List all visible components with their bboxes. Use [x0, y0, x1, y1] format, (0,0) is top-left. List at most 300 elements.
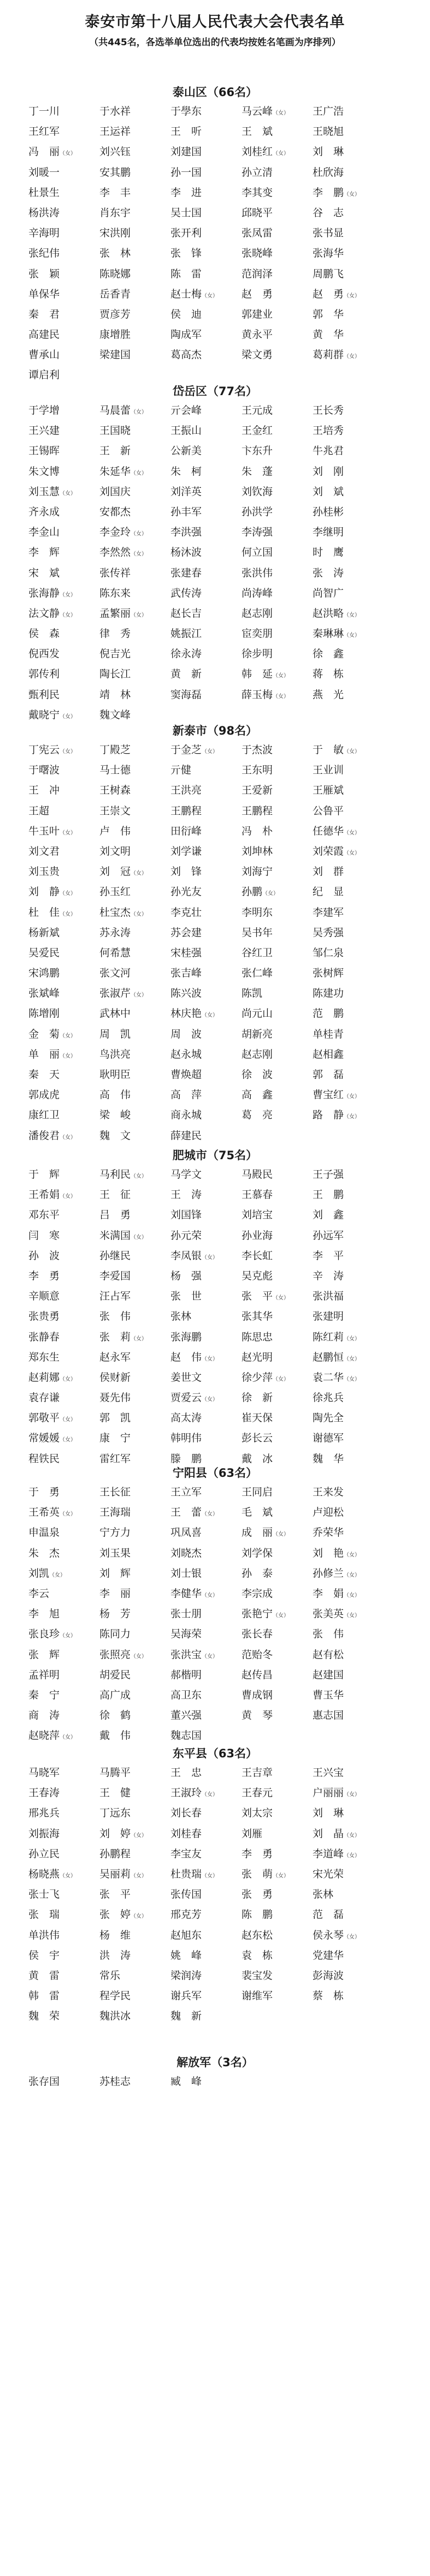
delegate-name: 马云峰（女）	[241, 105, 290, 117]
delegate-name: 王运祥	[99, 126, 131, 138]
delegate-name: 梁 峻	[99, 1109, 131, 1122]
delegate-name: 曹成钢	[241, 1689, 273, 1701]
delegate-name: 吴丽莉（女）	[99, 1868, 148, 1880]
delegate-name: 彭海波	[313, 1969, 344, 1982]
delegate-name: 王立军	[170, 1486, 202, 1498]
delegate-name: 杨新斌	[28, 926, 60, 939]
delegate-name: 程铁民	[28, 1452, 60, 1465]
delegate-name: 张开利	[170, 227, 202, 240]
delegate-name: 刘雁	[241, 1827, 263, 1840]
delegate-name: 曹宝红（女）	[313, 1089, 361, 1101]
delegate-name: 路 静（女）	[313, 1109, 361, 1122]
delegate-name: 张建春	[170, 567, 202, 579]
delegate-name: 葛高杰	[170, 349, 202, 361]
delegate-name: 苏会建	[170, 926, 202, 939]
delegate-name: 董兴强	[170, 1709, 202, 1722]
delegate-name: 赵光明	[241, 1351, 273, 1363]
delegate-name: 孙修兰（女）	[313, 1567, 361, 1579]
delegate-name: 刘玉贵	[28, 866, 60, 878]
delegate-name: 刘文君	[28, 845, 60, 857]
delegate-name: 张凤雷	[241, 227, 273, 240]
delegate-name: 吴克彪	[241, 1269, 273, 1282]
delegate-name: 王慕春	[241, 1189, 273, 1201]
delegate-name: 邹仁泉	[313, 946, 344, 959]
delegate-name: 徐兆兵	[313, 1392, 344, 1404]
delegate-name: 赵莉娜（女）	[28, 1371, 76, 1384]
delegate-name: 秦 宁	[28, 1689, 60, 1701]
delegate-name: 张长春	[241, 1628, 273, 1641]
delegate-name: 吴爱民	[28, 946, 60, 959]
delegate-name: 谢维军	[241, 1990, 273, 2002]
delegate-name: 卢 伟	[99, 825, 131, 837]
delegate-name: 韩 雷	[28, 1990, 60, 2002]
delegate-name: 李 娟（女）	[313, 1587, 361, 1600]
name-grid	[0, 740, 430, 1146]
delegate-name: 张纪伟	[28, 247, 60, 260]
delegate-name: 马士德	[99, 764, 131, 777]
delegate-name: 赵永军	[99, 1351, 131, 1363]
delegate-name: 张斌峰	[28, 987, 60, 1000]
section-ningyang	[0, 1464, 430, 1746]
delegate-name: 田衍峰	[170, 825, 202, 837]
delegate-name: 魏志国	[170, 1730, 202, 1742]
delegate-name: 张 婷（女）	[99, 1909, 148, 1921]
delegate-name: 王长秀	[313, 404, 344, 416]
delegate-name: 刘洋英	[170, 485, 202, 498]
delegate-name: 高建民	[28, 329, 60, 341]
delegate-name: 李金玲（女）	[99, 526, 148, 539]
delegate-name: 王海瑞	[99, 1506, 131, 1519]
delegate-name: 梁文勇	[241, 349, 273, 361]
delegate-name: 魏洪冰	[99, 2010, 131, 2023]
delegate-name: 亓会峰	[170, 404, 202, 416]
delegate-name: 陈 鹏	[241, 1909, 273, 1921]
delegate-name: 郑东生	[28, 1351, 60, 1363]
delegate-name: 杨 芳	[99, 1608, 131, 1620]
name-grid	[0, 1482, 430, 1746]
delegate-name: 张士朋	[170, 1608, 202, 1620]
delegate-name: 王 听	[170, 126, 202, 138]
delegate-name: 孙元荣	[170, 1229, 202, 1242]
delegate-name: 刘学谦	[170, 845, 202, 857]
delegate-name: 王 健	[99, 1787, 131, 1799]
delegate-name: 刘太宗	[241, 1807, 273, 1820]
delegate-name: 李 丰	[99, 186, 131, 199]
delegate-name: 赵晓萍（女）	[28, 1730, 76, 1742]
delegate-name: 崔天保	[241, 1412, 273, 1424]
delegate-name: 张海鹏	[170, 1331, 202, 1343]
delegate-name: 杜 佳（女）	[28, 906, 76, 919]
delegate-name: 汪占军	[99, 1290, 131, 1303]
delegate-name: 辛 涛	[313, 1269, 344, 1282]
delegate-name: 李金山	[28, 526, 60, 539]
delegate-name: 宋桂强	[170, 946, 202, 959]
delegate-name: 米满国（女）	[99, 1229, 148, 1242]
delegate-name: 陈兴波	[170, 987, 202, 1000]
delegate-name: 宋洪刚	[99, 227, 131, 240]
delegate-name: 王国晓	[99, 425, 131, 437]
delegate-name: 张 林	[99, 247, 131, 260]
delegate-name: 张其华	[241, 1310, 273, 1323]
delegate-name: 孙 波	[28, 1249, 60, 1262]
delegate-name: 李凤银（女）	[170, 1249, 219, 1262]
section-title: 岱岳区（77名）	[172, 385, 258, 398]
delegate-name: 曹玉华	[313, 1689, 344, 1701]
delegate-name: 徐永涛	[170, 648, 202, 660]
delegate-name: 任德华（女）	[313, 825, 361, 837]
delegate-name: 何立国	[241, 546, 273, 559]
delegate-name: 杜宝杰（女）	[99, 906, 148, 919]
delegate-name: 贾爱云（女）	[170, 1392, 219, 1404]
delegate-name: 潘俊君（女）	[28, 1129, 76, 1142]
delegate-name: 岳香青	[99, 288, 131, 300]
delegate-name: 李长虹	[241, 1249, 273, 1262]
delegate-name: 刘 艳（女）	[313, 1547, 361, 1559]
delegate-name: 杨 强	[170, 1269, 202, 1282]
delegate-name: 滕 鹏	[170, 1452, 202, 1465]
delegate-name: 杜景生	[28, 186, 60, 199]
delegate-name: 秦 天	[28, 1069, 60, 1081]
delegate-name: 刘 冠（女）	[99, 866, 148, 878]
delegate-name: 刘学保	[241, 1547, 273, 1559]
delegate-name: 巩凤喜	[170, 1526, 202, 1539]
delegate-name: 金 菊（女）	[28, 1028, 76, 1040]
delegate-name: 苏永涛	[99, 926, 131, 939]
delegate-name: 谷红卫	[241, 946, 273, 959]
delegate-name: 朱延华（女）	[99, 465, 148, 478]
delegate-name: 窦海磊	[170, 688, 202, 701]
delegate-name: 党建华	[313, 1949, 344, 1961]
delegate-name: 王春涛	[28, 1787, 60, 1799]
delegate-name: 臧 峰	[170, 2076, 202, 2088]
delegate-name: 常乐	[99, 1969, 121, 1982]
delegate-name: 张传祥	[99, 567, 131, 579]
delegate-name: 裴宝发	[241, 1969, 273, 1982]
delegate-name: 宦奕朋	[241, 628, 273, 640]
delegate-name: 聂先伟	[99, 1392, 131, 1404]
delegate-name: 侯财新	[99, 1371, 131, 1384]
delegate-name: 刘 斌	[313, 485, 344, 498]
delegate-name: 王子强	[313, 1168, 344, 1180]
delegate-name: 马利民（女）	[99, 1168, 148, 1180]
delegate-name: 孙鹏程	[99, 1847, 131, 1860]
delegate-name: 于學东	[170, 105, 202, 117]
delegate-name: 王振山	[170, 425, 202, 437]
delegate-name: 张照亮（女）	[99, 1648, 148, 1661]
delegate-name: 刘海宁	[241, 866, 273, 878]
delegate-name: 侯 迪	[170, 308, 202, 320]
delegate-name: 赵 伟（女）	[170, 1351, 219, 1363]
delegate-name: 徐 鑫	[313, 648, 344, 660]
delegate-name: 王鹏程	[241, 804, 273, 817]
delegate-name: 张 勇	[241, 1888, 273, 1901]
delegate-name: 赵相鑫	[313, 1048, 344, 1060]
section-pla	[0, 2053, 430, 2092]
delegate-name: 张海静（女）	[28, 587, 76, 599]
delegate-name: 姜世文	[170, 1371, 202, 1384]
delegate-name: 王晓旭	[313, 126, 344, 138]
delegate-name: 孙继民	[99, 1249, 131, 1262]
delegate-name: 赵传昌	[241, 1668, 273, 1681]
delegate-name: 李宗成	[241, 1587, 273, 1600]
delegate-name: 尚智广	[313, 587, 344, 599]
delegate-name: 郭敬平（女）	[28, 1412, 76, 1424]
delegate-name: 邱晓平	[241, 206, 273, 219]
delegate-name: 梁润涛	[170, 1969, 202, 1982]
document-title: 泰安市第十八届人民代表大会代表名单	[85, 14, 345, 31]
delegate-name: 张洪伟	[241, 567, 273, 579]
delegate-name: 赵东松	[241, 1929, 273, 1941]
delegate-name: 邓东平	[28, 1209, 60, 1221]
section-feicheng	[0, 1146, 430, 1469]
delegate-name: 徐步明	[241, 648, 273, 660]
delegate-name: 王同启	[241, 1486, 273, 1498]
delegate-name: 蒋 栋	[313, 668, 344, 681]
delegate-name: 李 平	[313, 1249, 344, 1262]
delegate-name: 张士飞	[28, 1888, 60, 1901]
delegate-name: 黄 雷	[28, 1969, 60, 1982]
delegate-name: 郭 磊	[313, 1069, 344, 1081]
delegate-name: 王吉章	[241, 1767, 273, 1779]
delegate-name: 刘 琳	[313, 146, 344, 158]
delegate-name: 袁 栋	[241, 1949, 273, 1961]
delegate-name: 于 敏（女）	[313, 744, 361, 756]
delegate-name: 马晓军	[28, 1767, 60, 1779]
delegate-name: 牛玉叶（女）	[28, 825, 76, 837]
delegate-name: 王培秀	[313, 425, 344, 437]
delegate-name: 李 丽	[99, 1587, 131, 1600]
delegate-name: 王 冲	[28, 784, 60, 797]
delegate-name: 马殿民	[241, 1168, 273, 1180]
delegate-name: 商永城	[170, 1109, 202, 1122]
delegate-name: 高 萍	[170, 1089, 202, 1101]
delegate-name: 黄永平	[241, 329, 273, 341]
delegate-name: 朱 杰	[28, 1547, 60, 1559]
section-xintai	[0, 721, 430, 1146]
delegate-name: 杨沐波	[170, 546, 202, 559]
delegate-name: 孙光友	[170, 886, 202, 898]
delegate-name: 张晓峰	[241, 247, 273, 260]
delegate-name: 纪 显	[313, 886, 344, 898]
delegate-name: 丁一川	[28, 105, 60, 117]
delegate-name: 马腾平	[99, 1767, 131, 1779]
delegate-name: 赵建国	[313, 1668, 344, 1681]
delegate-name: 商 涛	[28, 1709, 60, 1722]
delegate-name: 王锡晖	[28, 445, 60, 457]
delegate-name: 李 辉	[28, 546, 60, 559]
section-title: 东平县（63名）	[172, 1747, 258, 1760]
delegate-name: 于 辉	[28, 1168, 60, 1180]
delegate-name: 张 伟	[313, 1628, 344, 1641]
delegate-name: 郭传利	[28, 668, 60, 681]
delegate-name: 张 颖	[28, 267, 60, 280]
delegate-name: 周 凯	[99, 1028, 131, 1040]
delegate-name: 魏 华	[313, 1452, 344, 1465]
delegate-name: 杨洪涛	[28, 206, 60, 219]
delegate-name: 范润泽	[241, 267, 273, 280]
delegate-name: 张 瑞	[28, 1909, 60, 1921]
delegate-name: 黄 琴	[241, 1709, 273, 1722]
delegate-name: 刘文明	[99, 845, 131, 857]
section-daiyue	[0, 382, 430, 725]
delegate-name: 朱 蓬	[241, 465, 273, 478]
delegate-name: 康 宁	[99, 1432, 131, 1445]
delegate-name: 高卫东	[170, 1689, 202, 1701]
delegate-name: 王 斌	[241, 126, 273, 138]
delegate-name: 彭长云	[241, 1432, 273, 1445]
delegate-name: 张 伟	[99, 1310, 131, 1323]
delegate-name: 赵志刚	[241, 1048, 273, 1060]
delegate-name: 张传国	[170, 1888, 202, 1901]
delegate-name: 张 世	[170, 1290, 202, 1303]
delegate-name: 孙洪学	[241, 505, 273, 518]
delegate-name: 何希慧	[99, 946, 131, 959]
delegate-name: 李 鹏（女）	[313, 186, 361, 199]
delegate-name: 洪 涛	[99, 1949, 131, 1961]
delegate-name: 王洪亮	[170, 784, 202, 797]
delegate-name: 户丽丽（女）	[313, 1787, 361, 1799]
delegate-name: 赵 勇	[241, 288, 273, 300]
delegate-name: 王树森	[99, 784, 131, 797]
delegate-name: 胡新亮	[241, 1028, 273, 1040]
delegate-name: 徐 鹤	[99, 1709, 131, 1722]
delegate-name: 吕 勇	[99, 1209, 131, 1221]
delegate-name: 康增胜	[99, 329, 131, 341]
delegate-name: 王业训	[313, 764, 344, 777]
delegate-name: 陶成军	[170, 329, 202, 341]
delegate-name: 于金芝（女）	[170, 744, 219, 756]
delegate-name: 王兴宝	[313, 1767, 344, 1779]
delegate-name: 时 鹰	[313, 546, 344, 559]
delegate-name: 刘国庆	[99, 485, 131, 498]
section-title: 肥城市（75名）	[172, 1149, 258, 1162]
delegate-name: 乔荣华	[313, 1526, 344, 1539]
delegate-name: 黄 新	[170, 668, 202, 681]
delegate-name: 高广成	[99, 1689, 131, 1701]
delegate-name: 刘士银	[170, 1567, 202, 1579]
delegate-name: 贾彦芳	[99, 308, 131, 320]
delegate-name: 陈 雷	[170, 267, 202, 280]
delegate-name: 李 进	[170, 186, 202, 199]
delegate-name: 邢克芳	[170, 1909, 202, 1921]
delegate-name: 孟繁丽（女）	[99, 607, 148, 619]
section-taishan	[0, 83, 430, 386]
delegate-name: 张静春	[28, 1331, 60, 1343]
delegate-name: 郝楷明	[170, 1668, 202, 1681]
delegate-name: 刘国锋	[170, 1209, 202, 1221]
delegate-name: 王 蕾（女）	[170, 1506, 219, 1519]
delegate-name: 袁二华（女）	[313, 1371, 361, 1384]
delegate-name: 宁方力	[99, 1526, 131, 1539]
delegate-name: 张良珍（女）	[28, 1628, 76, 1641]
delegate-name: 刘兴钰	[99, 146, 131, 158]
delegate-name: 张文河	[99, 967, 131, 980]
delegate-name: 孟祥明	[28, 1668, 60, 1681]
delegate-name: 孙一国	[170, 166, 202, 178]
delegate-name: 张 平（女）	[241, 1290, 290, 1303]
delegate-name: 戴 冰	[241, 1452, 273, 1465]
delegate-name: 张淑芹（女）	[99, 987, 148, 1000]
delegate-name: 李建军	[313, 906, 344, 919]
delegate-name: 朱 柯	[170, 465, 202, 478]
delegate-name: 刘 群	[313, 866, 344, 878]
delegate-name: 赵 勇（女）	[313, 288, 361, 300]
delegate-name: 毛 斌	[241, 1506, 273, 1519]
delegate-name: 刘 静（女）	[28, 886, 76, 898]
delegate-name: 徐 波	[241, 1069, 273, 1081]
delegate-name: 薛建民	[170, 1129, 202, 1142]
delegate-name: 陈红莉（女）	[313, 1331, 361, 1343]
delegate-name: 王淑玲（女）	[170, 1787, 219, 1799]
delegate-name: 张 辉	[28, 1648, 60, 1661]
delegate-name: 卢迎松	[313, 1506, 344, 1519]
delegate-name: 李爱国	[99, 1269, 131, 1282]
delegate-name: 李 旭	[28, 1608, 60, 1620]
delegate-name: 安其鹏	[99, 166, 131, 178]
delegate-name: 王希娟（女）	[28, 1189, 76, 1201]
delegate-name: 吴海荣	[170, 1628, 202, 1641]
delegate-name: 刘 鑫	[313, 1209, 344, 1221]
delegate-name: 牛兆君	[313, 445, 344, 457]
delegate-name: 陈同力	[99, 1628, 131, 1641]
delegate-name: 刘钦海	[241, 485, 273, 498]
delegate-name: 赵长吉	[170, 607, 202, 619]
delegate-name: 冯 朴	[241, 825, 273, 837]
delegate-name: 王广浩	[313, 105, 344, 117]
delegate-name: 郭 凯	[99, 1412, 131, 1424]
delegate-name: 谢兵军	[170, 1990, 202, 2002]
delegate-name: 鸟洪亮	[99, 1048, 131, 1060]
delegate-name: 李涛强	[241, 526, 273, 539]
delegate-name: 雷红军	[99, 1452, 131, 1465]
delegate-name: 高太涛	[170, 1412, 202, 1424]
delegate-name: 亓健	[170, 764, 192, 777]
delegate-name: 孙鹏（女）	[241, 886, 279, 898]
delegate-name: 杜欣海	[313, 166, 344, 178]
delegate-name: 王 征	[99, 1189, 131, 1201]
delegate-name: 齐永成	[28, 505, 60, 518]
delegate-name: 刘晓杰	[170, 1547, 202, 1559]
delegate-name: 法文静（女）	[28, 607, 76, 619]
name-grid	[0, 401, 430, 725]
delegate-name: 周鹏飞	[313, 267, 344, 280]
delegate-name: 杨晓燕（女）	[28, 1868, 76, 1880]
delegate-name: 姚 峰	[170, 1949, 202, 1961]
delegate-name: 张 萌（女）	[241, 1868, 290, 1880]
delegate-name: 邢兆兵	[28, 1807, 60, 1820]
delegate-name: 薛玉梅（女）	[241, 688, 290, 701]
delegate-name: 刘桂春	[170, 1827, 202, 1840]
delegate-name: 蔡 栋	[313, 1990, 344, 2002]
delegate-name: 张贵勇	[28, 1310, 60, 1323]
delegate-name: 于学增	[28, 404, 60, 416]
delegate-name: 成 丽（女）	[241, 1526, 290, 1539]
delegate-name: 陈建功	[313, 987, 344, 1000]
delegate-name: 程学民	[99, 1990, 131, 2002]
delegate-name: 李其变	[241, 186, 273, 199]
delegate-name: 李克壮	[170, 906, 202, 919]
delegate-name: 王兴建	[28, 425, 60, 437]
delegate-name: 张仁峰	[241, 967, 273, 980]
delegate-name: 常媛媛（女）	[28, 1432, 76, 1445]
delegate-name: 刘 晶（女）	[313, 1827, 361, 1840]
section-title: 新泰市（98名）	[172, 724, 258, 737]
delegate-name: 徐少萍（女）	[241, 1371, 290, 1384]
delegate-name: 王 鹏	[313, 1189, 344, 1201]
delegate-name: 葛莉群（女）	[313, 349, 361, 361]
delegate-name: 李云	[28, 1587, 60, 1600]
delegate-name: 王 忠	[170, 1767, 202, 1779]
